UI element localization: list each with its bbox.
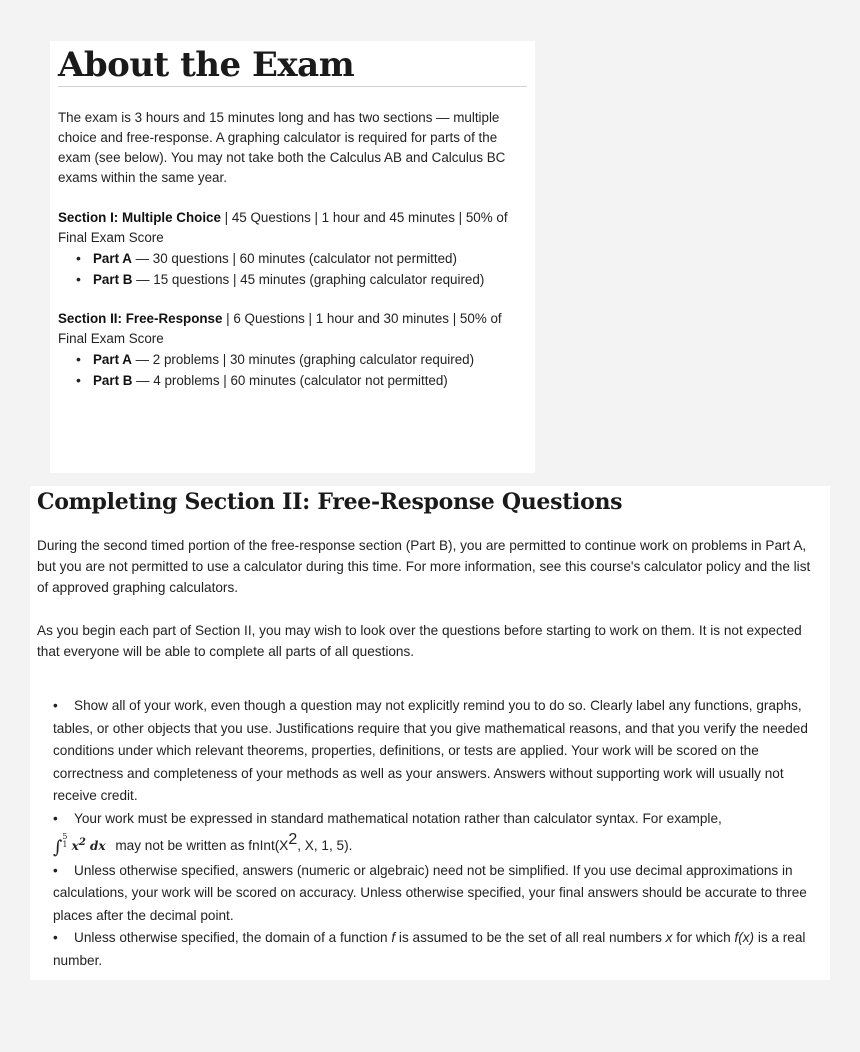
notation-tail-end: , X, 1, 5).: [297, 838, 353, 853]
rule-text: Unless otherwise specified, answers (numeric or algebraic) need not be simplified. If you use decimal approximations in calculations, your work will be scored on accuracy. Unless otherwise specified, your final answers should be accurate to three places after the decimal point.: [53, 862, 807, 923]
part-label: Part B: [93, 272, 133, 287]
rule-text-end: is a real number.: [53, 930, 806, 968]
part-text: — 2 problems | 30 minutes (graphing calculator required): [131, 352, 475, 367]
integral-upper-limit: 5: [62, 832, 68, 841]
list-item: [93, 269, 527, 290]
rule-text-cont: for which: [672, 930, 735, 945]
integral-exponent: 2: [78, 837, 86, 848]
completing-section-panel: [30, 486, 830, 980]
completing-para-overview: As you begin each part of Section II, you may wish to look over the questions before starting to work on them. It is not expected that everyone will be able to complete all parts of all questions.: [37, 623, 802, 659]
section2-parts-list: [58, 349, 527, 391]
function-of-x: f(x): [734, 930, 755, 945]
part-label: Part B: [93, 373, 133, 388]
rule-text-cont: is assumed to be the set of all real numbers: [395, 930, 666, 945]
part-text: — 30 questions | 60 minutes (calculator not permitted): [131, 251, 457, 266]
rule-text: Unless otherwise specified, the domain of a function: [74, 930, 392, 945]
integral-variable: x: [71, 839, 79, 853]
integral-formula: [53, 832, 106, 858]
rule-simplification: [53, 860, 823, 928]
section1-summary: [58, 208, 527, 248]
completing-section-heading: Completing Section II: Free-Response Questions: [37, 489, 623, 515]
rule-domain: [53, 927, 823, 972]
list-item: [93, 248, 527, 269]
rule-notation-example: [53, 832, 823, 860]
list-item: [93, 370, 527, 391]
part-text: — 4 problems | 60 minutes (calculator not permitted): [132, 373, 448, 388]
integral-dx: dx: [89, 839, 106, 853]
free-response-rules: [37, 695, 823, 972]
bullet: •: [53, 862, 58, 878]
rule-text: Your work must be expressed in standard mathematical notation rather than calculator syntax. For example,: [74, 810, 722, 826]
rule-text: Show all of your work, even though a question may not explicitly remind you to do so. Clearly label any functions, graphs, tables, or other objects that you use. Justifications require that you give mathematical reasons, and that you verify the needed conditions under which relevant theorems, properties, definitions, or tests are applied. Your work will be scored on the correctness and completeness of your methods as well as your answers. Answers without supporting work will usually not receive credit.: [53, 698, 808, 803]
part-label: Part A: [93, 251, 132, 266]
bullet: •: [53, 930, 58, 945]
about-exam-panel: [50, 41, 535, 473]
integral-lower-limit: 1: [62, 840, 68, 849]
notation-exponent: 2: [288, 831, 298, 848]
bullet: •: [53, 698, 58, 713]
function-symbol: f: [391, 930, 396, 945]
part-text: — 15 questions | 45 minutes (graphing calculator required): [132, 272, 485, 287]
integral-sign-icon: ∫: [53, 837, 63, 858]
list-item: [93, 349, 527, 370]
section2-details: | 6 Questions | 1 hour and 30 minutes | 50% of Final Exam Score: [58, 311, 502, 346]
section2-label: Section II: Free-Response: [58, 311, 223, 326]
bullet: •: [53, 810, 58, 826]
about-exam-heading: About the Exam: [58, 41, 527, 87]
section2-summary: [58, 309, 527, 349]
rule-show-work: [53, 695, 823, 808]
about-exam-intro: The exam is 3 hours and 15 minutes long and has two sections — multiple choice and free-response. A graphing calculator is required for parts of the exam (see below). You may not take both the Calculus AB and Calculus BC exams within the same year.: [58, 110, 506, 185]
section1-details: | 45 Questions | 1 hour and 45 minutes | 50% of Final Exam Score: [58, 210, 508, 245]
rule-notation: [53, 808, 823, 831]
part-label: Part A: [93, 352, 132, 367]
completing-para-calculator: During the second timed portion of the free-response section (Part B), you are permitted to continue work on problems in Part A, but you are not permitted to use a calculator during this time. For more information, see this course's calculator policy and the list of approved graphing calculators.: [37, 538, 811, 595]
section1-label: Section I: Multiple Choice: [58, 210, 221, 225]
notation-tail: may not be written as fnInt(X: [115, 838, 289, 853]
variable-symbol: x: [665, 930, 673, 945]
section1-parts-list: [58, 248, 527, 290]
